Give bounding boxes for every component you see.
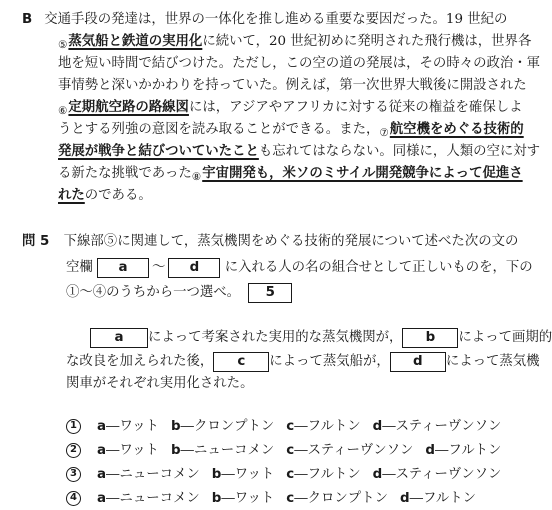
question-text: に入れる人の名の組合せとして正しいものを，下の bbox=[224, 260, 533, 275]
passage-line-3 bbox=[58, 54, 540, 73]
choice-letter-a: a bbox=[97, 443, 107, 458]
choice-letter-c: c bbox=[286, 467, 295, 482]
choice-dash: ― bbox=[106, 443, 120, 458]
passage-line-1 bbox=[22, 10, 507, 29]
passage-line-8 bbox=[58, 164, 523, 183]
choice-dash: ― bbox=[294, 419, 308, 434]
passage-line-6 bbox=[58, 120, 524, 139]
passage-text: も忘れてはならない。同様に，人類の空に対す bbox=[258, 144, 541, 159]
choice-name-a: ワット bbox=[119, 419, 159, 434]
choice-name-c: フルトン bbox=[307, 467, 361, 482]
choice-name-d: フルトン bbox=[422, 491, 476, 506]
question-line-2 bbox=[66, 256, 533, 280]
underlined-phrase-8b: れた bbox=[58, 187, 85, 203]
choice-number-badge: 3 bbox=[66, 467, 81, 482]
choice-dash: ― bbox=[382, 419, 396, 434]
choice-letter-c: c bbox=[286, 443, 295, 458]
choice-number-badge: 2 bbox=[66, 443, 81, 458]
sentence-text: によって画期的 bbox=[458, 330, 552, 345]
choice-name-d: スティーヴンソン bbox=[395, 467, 502, 482]
choice-dash: ― bbox=[180, 419, 194, 434]
sentence-line-2 bbox=[66, 350, 540, 374]
choice-letter-b: b bbox=[170, 443, 181, 458]
choice-dash: ― bbox=[435, 443, 449, 458]
choice-letter-a: a bbox=[97, 491, 107, 506]
blank-d-box: d bbox=[390, 352, 446, 372]
choice-name-d: フルトン bbox=[448, 443, 502, 458]
choice-letter-b: b bbox=[211, 491, 222, 506]
choice-name-c: スティーヴンソン bbox=[307, 443, 414, 458]
underlined-phrase-7a: 航空機をめぐる技術的 bbox=[389, 121, 524, 137]
question-number: 問 5 bbox=[22, 234, 50, 249]
choice-number-badge: 1 bbox=[66, 419, 81, 434]
sentence-line-3 bbox=[66, 374, 253, 393]
passage-text: 交通手段の発達は，世界の一体化を推し進める重要な要因だった。19 世紀の bbox=[44, 12, 508, 27]
blank-a-box: a bbox=[97, 258, 149, 278]
sentence-text: によって蒸気船が， bbox=[269, 354, 390, 369]
choice-letter-a: a bbox=[97, 419, 107, 434]
underlined-phrase-6: 定期航空路の路線図 bbox=[68, 99, 189, 115]
passage-text: 地を短い時間で結びつけた。ただし，この空の道の発展は，その時々の政治・軍 bbox=[58, 56, 541, 71]
choice-name-b: ワット bbox=[234, 467, 275, 482]
choice-dash: ― bbox=[106, 419, 120, 434]
choice-name-c: フルトン bbox=[307, 419, 361, 434]
choice-name-c: クロンプトン bbox=[307, 491, 388, 506]
underline-marker-6: ⑥ bbox=[58, 105, 68, 117]
choice-name-d: スティーヴンソン bbox=[395, 419, 502, 434]
choice-dash: ― bbox=[221, 491, 235, 506]
passage-line-9 bbox=[58, 186, 152, 205]
underline-marker-8: ⑧ bbox=[191, 171, 202, 183]
sentence-text: によって蒸気機 bbox=[445, 354, 540, 369]
question-text: 空欄 bbox=[66, 260, 93, 275]
choice-dash: ― bbox=[294, 443, 308, 458]
choice-option-2[interactable] bbox=[66, 441, 501, 460]
choice-letter-b: b bbox=[170, 419, 181, 434]
choice-dash: ― bbox=[409, 491, 423, 506]
choice-dash: ― bbox=[106, 491, 120, 506]
underline-marker-5: ⑤ bbox=[58, 39, 68, 51]
answer-number-box: 5 bbox=[248, 283, 292, 303]
choice-option-4[interactable] bbox=[66, 489, 476, 508]
passage-line-7 bbox=[58, 142, 540, 161]
section-label: B bbox=[22, 12, 33, 27]
blank-a-box: a bbox=[90, 328, 148, 348]
blank-b-box: b bbox=[402, 328, 458, 348]
passage-line-4 bbox=[58, 76, 527, 95]
choice-letter-d: d bbox=[372, 467, 383, 482]
range-tilde: 〜 bbox=[152, 260, 166, 275]
choice-dash: ― bbox=[106, 467, 120, 482]
choice-name-a: ニューコメン bbox=[119, 491, 200, 506]
choice-name-b: クロンプトン bbox=[193, 419, 275, 434]
choice-name-b: ワット bbox=[234, 491, 275, 506]
sentence-text: によって考案された実用的な蒸気機関が， bbox=[148, 330, 403, 345]
sentence-line-1 bbox=[90, 326, 552, 350]
choice-option-1[interactable] bbox=[66, 417, 501, 436]
question-line-1 bbox=[22, 232, 518, 251]
sentence-text: 関車がそれぞれ実用化された。 bbox=[66, 376, 254, 391]
choice-letter-c: c bbox=[286, 491, 295, 506]
choice-name-a: ニューコメン bbox=[119, 467, 200, 482]
choice-option-3[interactable] bbox=[66, 465, 501, 484]
choice-dash: ― bbox=[294, 467, 308, 482]
question-text: 下線部⑤に関連して，蒸気機関をめぐる技術的発展について述べた次の文の bbox=[63, 234, 519, 249]
choice-letter-d: d bbox=[372, 419, 383, 434]
choice-name-b: ニューコメン bbox=[193, 443, 275, 458]
choice-dash: ― bbox=[221, 467, 235, 482]
choice-letter-d: d bbox=[425, 443, 436, 458]
passage-text: うとする列強の意図を読み取ることができる。また， bbox=[58, 122, 380, 137]
passage-text: る新たな挑戦であった bbox=[58, 166, 192, 181]
choice-dash: ― bbox=[294, 491, 308, 506]
choice-letter-b: b bbox=[211, 467, 222, 482]
sentence-text: な改良を加えられた後， bbox=[66, 354, 214, 369]
passage-line-2 bbox=[58, 32, 531, 51]
choice-name-a: ワット bbox=[119, 443, 159, 458]
underlined-phrase-7b: 発展が戦争と結びついていたこと bbox=[58, 143, 259, 159]
question-line-3 bbox=[66, 281, 292, 305]
choice-letter-c: c bbox=[286, 419, 295, 434]
blank-c-box: c bbox=[213, 352, 269, 372]
passage-text: に続いて，20 世紀初めに発明された飛行機は，世界各 bbox=[202, 34, 532, 49]
choice-dash: ― bbox=[180, 443, 194, 458]
underlined-phrase-8a: 宇宙開発も，米ソのミサイル開発競争によって促進さ bbox=[202, 165, 523, 181]
choice-number-badge: 4 bbox=[66, 491, 81, 506]
passage-text: のである。 bbox=[84, 188, 152, 203]
passage-text: には，アジアやアフリカに対する従来の権益を確保しよ bbox=[188, 100, 523, 115]
choice-letter-d: d bbox=[399, 491, 410, 506]
choice-letter-a: a bbox=[97, 467, 107, 482]
underlined-phrase-5: 蒸気船と鉄道の実用化 bbox=[68, 33, 203, 49]
choice-dash: ― bbox=[382, 467, 396, 482]
question-text: ①〜④のうちから一つ選べ。 bbox=[66, 285, 241, 300]
underline-marker-7: ⑦ bbox=[379, 127, 389, 139]
passage-line-5 bbox=[58, 98, 523, 117]
passage-text: 事情勢と深いかかわりを持っていた。例えば，第一次世界大戦後に開設された bbox=[58, 78, 527, 93]
blank-d-box: d bbox=[168, 258, 220, 278]
